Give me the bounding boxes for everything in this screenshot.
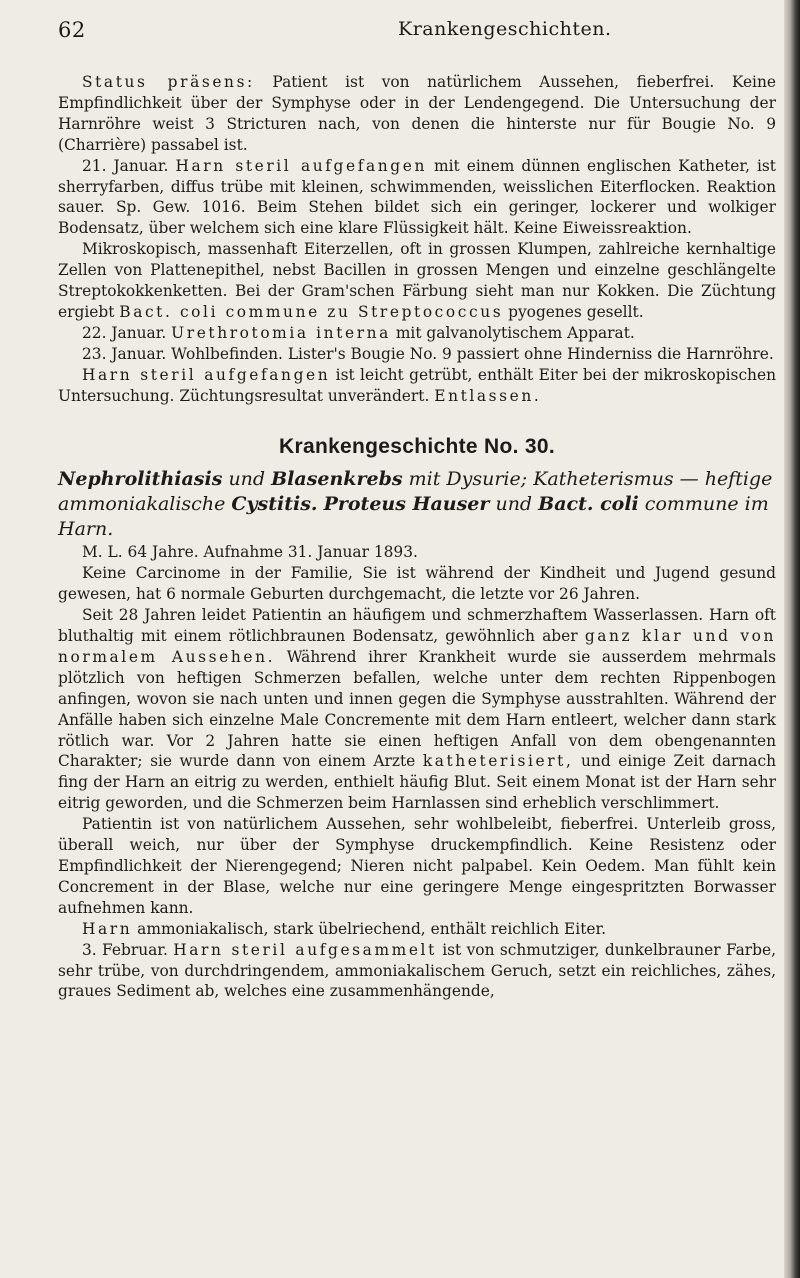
jan22-date: 22. Januar.: [82, 323, 172, 342]
paragraph-feb3: [58, 940, 776, 1003]
sub-semicolon: ;: [520, 468, 534, 491]
p5-text: ist von schmutziger, dunkelbrauner Farbe, sehr trübe, von durchdringendem, ammoniakalischem Geruch, setzt ein reichliches, zähes, graues Sediment ab, welches eine zusammenhängende,: [58, 940, 776, 1001]
status-label: Status präsens:: [82, 73, 255, 91]
p5-date: 3. Februar.: [82, 940, 174, 959]
p2-c: Während ihrer Krankheit wurde sie ausserdem mehrmals plötzlich von heftigen Schmerzen befallen, welche unter dem rechten Rippenbogen anfingen, wovon sie nach unten und innen gegen die Symphyse ausstrahlten. Während der Anfälle haben sich einzelne Male Concremente mit dem Harn entleert, welcher dann stark rötlich war. Vor 2 Jahren hatte sie einen heftigen Anfall von dem obengenannten Charakter; sie wurde dann von einem Arzte: [58, 647, 776, 771]
sub-und-1: und: [222, 468, 272, 491]
p2-a: Seit 28 Jahren leidet Patientin an häufigem und schmerzhaftem Wasserlassen. Harn oft bluthaltig mit einem rötlichbraunen Bodensatz, gewöhnlich aber: [58, 606, 776, 646]
p2-e: und einige Zeit darnach fing der Harn an eitrig zu werden, enthielt häufig Blut. Seit einem Monat ist der Harn sehr eitrig geworden, und die Schmerzen beim Harnlassen sind erheblich verschlimmert.: [58, 752, 776, 813]
harn2-end: Entlassen.: [434, 386, 542, 405]
p4-text: ammoniakalisch, stark übelriechend, enthält reichlich Eiter.: [132, 919, 607, 938]
status-text: Patient ist von natürlichem Aussehen, fieberfrei. Keine Empfindlichkeit über der Symphyse oder in der Lendengegend. Die Untersuchung der Harnröhre weist 3 Stricturen nach, von denen die hinterste nur für Bougie No. 9 (Charrière) passabel ist.: [58, 73, 776, 154]
paragraph-jan21: [58, 156, 776, 240]
sub-heftige: — heftige ammoniakalische: [58, 468, 773, 516]
paragraph-mikroskopisch: [58, 239, 776, 323]
jan22-text: mit galvanolytischem Apparat.: [390, 323, 635, 342]
patient-line: M. L. 64 Jahre. Aufnahme 31. Januar 1893.: [82, 543, 418, 562]
sub-commune: commune im Harn.: [58, 493, 769, 541]
sub-katheterismus: Katheterismus: [533, 468, 674, 491]
p2-d: katheterisiert,: [422, 752, 574, 771]
sub-dysurie: Dysurie: [446, 468, 521, 491]
book-spine-shadow: [784, 0, 800, 1278]
paragraph-harn: [58, 919, 776, 940]
harn2-label: Harn steril aufgefangen: [82, 365, 331, 384]
sub-und-2: und: [489, 493, 539, 516]
paragraph-jan23: 23. Januar. Wohlbefinden. Lister's Bougie No. 9 passiert ohne Hinderniss die Harnröhre.: [82, 344, 774, 363]
paragraph-anamnese-1: Keine Carcinome in der Familie, Sie ist während der Kindheit und Jugend gesund gewesen, hat 6 normale Geburten durchgemacht, die letzte vor 26 Jahren.: [58, 564, 776, 604]
sub-bact-coli: Bact. coli: [538, 493, 639, 516]
p5-harn: Harn steril aufgesammelt: [173, 940, 437, 959]
page-body: [58, 72, 776, 1002]
sub-cystitis: Cystitis.: [231, 493, 318, 516]
paragraph-harn-steril: [58, 365, 776, 407]
sub-blasenkrebs: Blasenkrebs: [271, 468, 403, 491]
paragraph-anamnese-2: [58, 605, 776, 814]
paragraph-status-praesens: [58, 72, 776, 156]
jan21-date: 21. Januar.: [82, 156, 176, 175]
case-title: Krankengeschichte No. 30.: [279, 434, 555, 458]
case-subtitle: [58, 467, 776, 542]
sub-nephrolithiasis: Nephrolithiasis: [58, 468, 223, 491]
jan21-harn: Harn steril aufgefangen: [175, 156, 427, 175]
paragraph-jan22: [58, 323, 776, 344]
paragraph-status: Patientin ist von natürlichem Aussehen, sehr wohlbeleibt, fieberfrei. Unterleib gross, überall weich, nur über der Symphyse druckempfindlich. Keine Resistenz oder Empfindlichkeit der Nierengegend; Nieren nicht palpabel. Kein Oedem. Man fühlt kein Concrement in der Blase, welche nur eine geringere Menge eingespritzten Borwasser aufnehmen kann.: [58, 815, 776, 917]
mikro-bact: Bact. coli commune zu Streptococcus: [119, 302, 504, 321]
p2-b: ganz klar und von normalem Aussehen.: [58, 627, 776, 666]
jan21-text: mit einem dünnen englischen Katheter, ist sherryfarben, diffus trübe mit kleinen, schwimmenden, weisslichen Eiterflocken. Reaktion sauer. Sp. Gew. 1016. Beim Stehen bildet sich ein geringer, lockerer und wolkiger Bodensatz, über welchem sich eine klare Flüssigkeit hält. Keine Eiweissreaktion.: [58, 156, 776, 238]
jan22-urethrotomia: Urethrotomia interna: [171, 323, 391, 342]
sub-proteus: Proteus Hauser: [323, 493, 490, 516]
running-head: Krankengeschichten.: [398, 18, 612, 40]
page-number: 62: [58, 18, 86, 42]
page-header: [58, 18, 758, 48]
harn2-text: ist leicht getrübt, enthält Eiter bei der mikroskopischen Untersuchung. Züchtungsresultat unverändert.: [58, 365, 776, 405]
sub-mit: mit: [402, 468, 447, 491]
mikro-text2: pyogenes gesellt.: [503, 302, 644, 321]
mikro-text1: Mikroskopisch, massenhaft Eiterzellen, oft in grossen Klumpen, zahlreiche kernhaltige Zellen von Plattenepithel, nebst Bacillen in grossen Mengen und einzelne geschlängelte Streptokokkenketten. Bei der Gram'schen Färbung sieht man nur Kokken. Die Züchtung ergiebt: [58, 240, 776, 321]
p4-harn: Harn: [82, 919, 133, 938]
